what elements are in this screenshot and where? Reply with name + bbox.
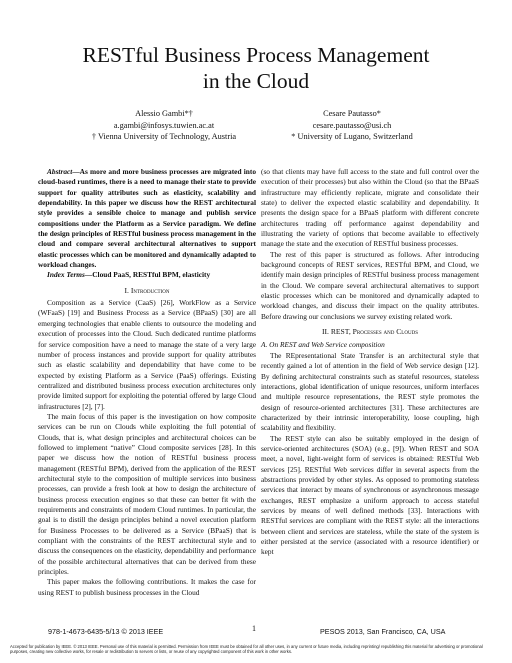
copyright-notice: Accepted for publication by IEEE. © 2013 IEEE. Personal use of this material is permitted. Permission from IEEE must be obtained for all other uses, in any current or future media, including reprinting/ republishing this material for advertising or promotional purposes, creating new collective works, for resale or redistribution to servers or lists, or reuse of any copyrighted component of this work in other works. [10, 644, 483, 655]
footer-isbn: 978-1-4673-6435-5/13 © 2013 IEEE [48, 627, 164, 636]
author-name: Alessio Gambi*† [135, 109, 193, 118]
paragraph: The REST style can also be suitably employed in the design of service-oriented architectures (SOA) (e.g., [9]). When REST and SOA meet, a novel, light-weight form of services is obtained: RESTful Web services [25]. RESTful Web services differ in several aspects from the abstractions provided by other styles. As opposed to promoting stateless services that interact by means of synchronous or asynchronous message exchanges, REST emphasize a uniform approach to access stateful services by means of well defined methods [33]. Interactions with RESTful services are compliant with the REST style: all the interactions between client and services are stateless, while the state of the system is either persisted at the service (associated with a resource identifier) or kept [261, 433, 479, 557]
section-heading: II. REST, Processes and Clouds [322, 327, 418, 337]
title-line-1: RESTful Business Process Management [82, 43, 430, 67]
paragraph: (so that clients may have full access to the state and full control over the execution of their processes) but also within the Cloud (so that the BPaaS infrastructure may efficiently replicate, migrate and consolidate their state) to deliver the expected elastic scalability and dependability. It presents the design space for a BPaaS platform with different concrete architectures trading off performance against dependability and illustrating the variety of options that become available to effectively manage the state and the execution of RESTful business processes. [261, 167, 479, 249]
subsection-heading: A. On REST and Web Service composition [261, 339, 385, 349]
paragraph: The main focus of this paper is the investigation on how composite services can be run on Clouds while exploiting the full potential of Clouds, that is, what design principles and architectural choices can be followed to implement “native” Cloud composite services [28]. In this paper we discuss how the notion of RESTful business process management (RESTful BPM), derived from the application of the REST architectural style to the composition of multiple services into business processes, can provide a fresh look at how to design the architecture of business process execution engines so that these can better fit with the requirements and constraints of modern Cloud runtimes. In particular, the goal is to distill the design principles behind a novel execution platform for Business Processes to be delivered as a Service (BPaaS) that is compliant with the constraints of the REST architectural style and to discuss the consequences on the elasticity, dependability and performance of the possible architectural alternatives that can be derived from these principles. [38, 411, 256, 577]
index-terms-text: —Cloud PaaS, RESTful BPM, elasticity [84, 270, 211, 280]
author-block-2 [252, 108, 452, 143]
paper-title [0, 42, 512, 94]
page-number: 1 [252, 624, 256, 633]
abstract-label: Abstract [47, 167, 73, 176]
paragraph: The REpresentational State Transfer is an architectural style that recently gained a lot of attention in the field of Web service design [12]. By defining architectural constraints such as stateful resources, stateless interactions, global identification of unique resources, uniform interfaces and multiple resource representations, the REST style promotes the design of resource-oriented architectures [31]. These architectures are characterized by their intrinsic interoperability, loose coupling, high scalability and flexibility. [261, 350, 479, 433]
abstract [38, 167, 256, 270]
title-line-2: in the Cloud [202, 69, 310, 93]
section-heading: I. Introduction [124, 285, 170, 295]
right-column [261, 167, 479, 558]
author-name: Cesare Pautasso* [323, 109, 381, 118]
paragraph: This paper makes the following contributions. It makes the case for using REST to publish business processes in the Cloud [38, 577, 256, 597]
footer-venue: PESOS 2013, San Francisco, CA, USA [320, 627, 446, 636]
abstract-text: —As more and more business processes are migrated into cloud-based runtimes, there is a need to manage their state to provide support for quality attributes such as elasticity, scalability and dependability. In this paper we discuss how the REST architectural style provides a sensible choice to manage and publish service compositions under the Platform as a Service paradigm. We define the design principles of RESTful business process management in the cloud and compare several architectural alternatives to support elastic processes which can be monitored and dynamically adapted to workload changes. [38, 167, 256, 270]
author-affiliation: † Vienna University of Technology, Austria [91, 132, 237, 141]
author-email: a.gambi@infosys.tuwien.ac.at [113, 120, 215, 130]
left-column [38, 167, 256, 598]
author-affiliation: * University of Lugano, Switzerland [291, 132, 413, 141]
paragraph: Composition as a Service (CaaS) [26], WorkFlow as a Service (WFaaS) [19] and Business Process as a Service (BPaaS) [30] are all emerging technologies that enable clients to outsource the modeling and execution of processes into the Cloud. Such dedicated runtime platforms for service composition have a need to manage the state of a very large number of process instances and provide support for quality attributes such as elastic scalability and dependability that have come to be expected by existing Platform as a Service (PaaS) offerings. Existing centralized and distributed business process execution architectures only provide limited support for exploiting the potential offered by large Cloud infrastructures [2], [7]. [38, 298, 256, 411]
paragraph: The rest of this paper is structured as follows. After introducing background concepts of REST services, RESTful BPM, and Cloud, we identify main design principles of RESTful business process management in the Cloud. We compare several architectural alternatives to support elastic processes which can be monitored and dynamically adapted to workload changes, and discuss their impact on the quality attributes. Before drawing our conclusions we survey existing related work. [261, 249, 479, 321]
index-terms [38, 270, 256, 280]
index-terms-label: Index Terms [47, 270, 85, 280]
author-email: cesare.pautasso@usi.ch [312, 120, 392, 130]
author-block-1 [64, 108, 264, 143]
